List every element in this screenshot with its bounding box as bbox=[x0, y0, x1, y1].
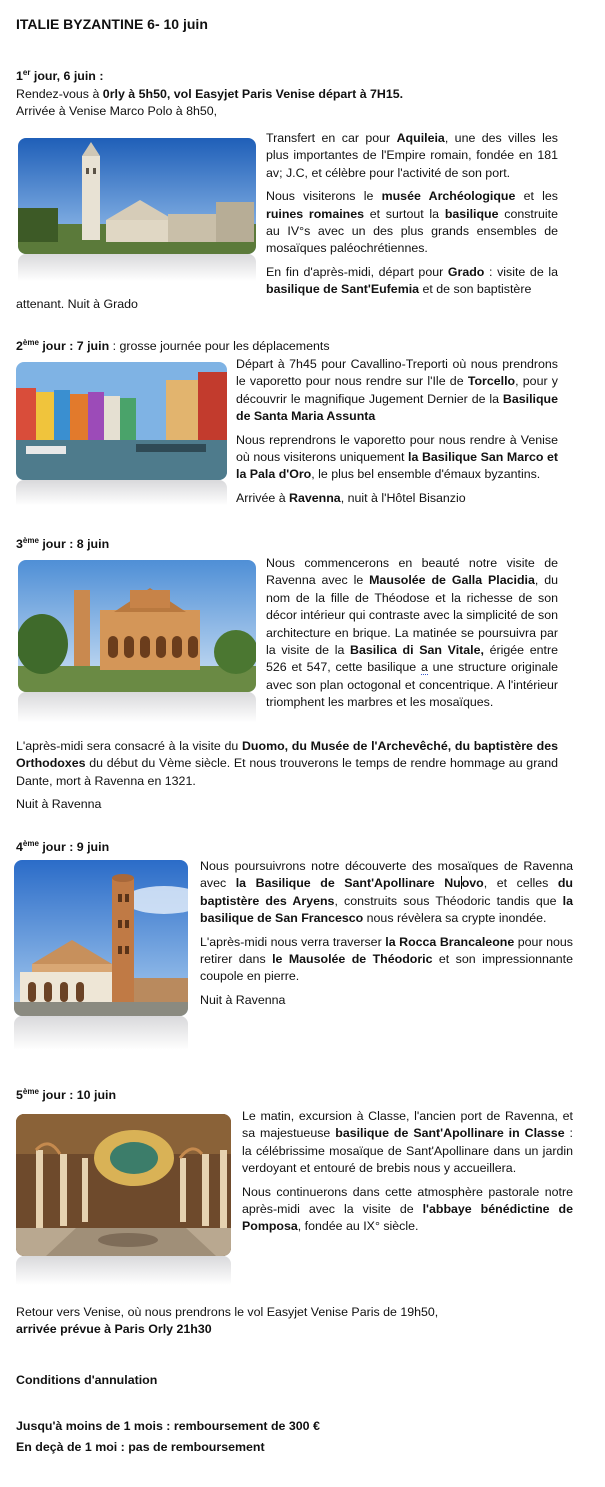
day4-paragraph-1: Nous poursuivrons notre découverte des mosaïques de Ravenna avec la Basilique de Sant'Apollinare Nuovo, et celles du baptistère des Aryens, construits sous Théodoric tandis que la basilique de San Francesco nous révèlera sa crypte inondée. bbox=[200, 859, 574, 926]
sant-apollinare-nuovo-photo-reflection bbox=[14, 1016, 188, 1056]
day1-rendezvous: Rendez-vous à 0rly à 5h50, vol Easyjet Paris Venise départ à 7H15. bbox=[16, 86, 404, 101]
day3-night: Nuit à Ravenna bbox=[16, 797, 102, 811]
day3-afternoon bbox=[16, 738, 558, 790]
day5-heading: 5ème jour : 10 juin bbox=[16, 1087, 117, 1103]
day2-text bbox=[236, 356, 558, 507]
conditions-heading: Conditions d'annulation bbox=[16, 1373, 158, 1387]
conditions-block bbox=[16, 1418, 586, 1457]
galla-placidia-photo-reflection bbox=[18, 692, 256, 728]
return-block bbox=[16, 1304, 586, 1339]
document-title: ITALIE BYZANTINE 6- 10 juin bbox=[16, 16, 208, 32]
day2-heading: 2ème jour : 7 juin : grosse journée pour les déplacements bbox=[16, 338, 330, 354]
burano-photo-reflection bbox=[16, 480, 227, 510]
galla-placidia-photo bbox=[18, 560, 256, 692]
day5-text bbox=[242, 1108, 573, 1236]
day3-heading: 3ème jour : 8 juin bbox=[16, 536, 110, 552]
day1-block bbox=[16, 64, 586, 120]
day1-aquileia-text bbox=[266, 130, 558, 299]
day3-paragraph-2: L'après-midi sera consacré à la visite du Duomo, du Musée de l'Archevêché, du baptistère des Orthodoxes du début du Vème siècle. Et nous trouverons le temps de rendre hommage au grand Dante, mort à Ravenna en 1321. bbox=[16, 739, 559, 788]
burano-photo bbox=[16, 362, 227, 480]
day4-night: Nuit à Ravenna bbox=[200, 992, 286, 1007]
return-line-2: arrivée prévue à Paris Orly 21h30 bbox=[16, 1322, 212, 1337]
day2-paragraph-2: Nous reprendrons le vaporetto pour nous rendre à Venise où nous visiterons uniquement la Basilique San Marco et la Pala d'Oro, le plus bel ensemble d'émaux byzantins. bbox=[236, 432, 558, 482]
day2-paragraph-1: Départ à 7h45 pour Cavallino-Treporti où nous prendrons le vaporetto pour nous rendre sur l'Ile de Torcello, pour y découvrir le magnifique Jugement Dernier de la Basilique de Santa Maria Assunta bbox=[236, 357, 559, 424]
sant-apollinare-nuovo-photo bbox=[14, 860, 188, 1016]
day3-paragraph-1: Nous commencerons en beauté notre visite de Ravenna avec le Mausolée de Galla Placidia, du nom de la fille de Théodose et la richesse de son décor intérieur qui contraste avec la simplicité de son architecture en brique. La matinée se poursuivra par la visite de la Basilica di San Vitale, érigée entre 526 et 547, cette basilique a une structure originale avec son plan octogonal et concentrique. A l'intérieur triomphent les marbres et les mosaïques. bbox=[266, 556, 559, 710]
day1-paragraph-2: Nous visiterons le musée Archéologique et les ruines romaines et surtout la basilique construite au IV°s avec un des plus grands ensembles de mosaïques paléochrétiennes. bbox=[266, 189, 559, 256]
aquileia-photo-reflection bbox=[18, 254, 256, 286]
day1-paragraph-3: En fin d'après-midi, départ pour Grado : visite de la basilique de Sant'Eufemia et de son baptistère bbox=[266, 264, 558, 297]
day1-heading: 1er jour, 6 juin : bbox=[16, 68, 104, 84]
day1-grado-line: attenant. Nuit à Grado bbox=[16, 297, 138, 311]
day5-paragraph-1: Le matin, excursion à Classe, l'ancien port de Ravenna, et sa majestueuse basilique de Sant'Apollinare in Classe : la célébrissime mosaïque de Sant'Apollinare dans un jardin verdoyant et entouré de brebis nous y accueillera. bbox=[242, 1109, 573, 1176]
day1-arrival: Arrivée à Venise Marco Polo à 8h50, bbox=[16, 103, 218, 118]
day4-heading: 4ème jour : 9 juin bbox=[16, 839, 110, 855]
day1-paragraph-1: Transfert en car pour Aquileia, une des villes les plus importantes de l'Empire romain, fondée en 181 av; J.C, et célèbre pour l'activité de son port. bbox=[266, 131, 558, 180]
day5-paragraph-2: Nous continuerons dans cette atmosphère pastorale notre après-midi avec la visite de l'abbaye bénédictine de Pomposa, fondée au IX° siècle. bbox=[242, 1184, 573, 1234]
conditions-line-1: Jusqu'à moins de 1 mois : remboursement de 300 € bbox=[16, 1419, 320, 1433]
return-line-1: Retour vers Venise, où nous prendrons le vol Easyjet Venise Paris de 19h50, bbox=[16, 1305, 439, 1319]
day4-text bbox=[200, 858, 573, 1009]
conditions-line-2: En deçà de 1 moi : pas de remboursement bbox=[16, 1440, 265, 1455]
day3-text bbox=[266, 555, 558, 712]
day4-paragraph-2: L'après-midi nous verra traverser la Rocca Brancaleone pour nous retirer dans le Mausolée de Théodoric et son impressionnante coupole en pierre. bbox=[200, 934, 573, 984]
day2-paragraph-3: Arrivée à Ravenna, nuit à l'Hôtel Bisanzio bbox=[236, 490, 466, 505]
aquileia-photo bbox=[18, 138, 256, 254]
sant-apollinare-in-classe-photo bbox=[16, 1114, 231, 1256]
sant-apollinare-in-classe-photo-reflection bbox=[16, 1256, 231, 1290]
